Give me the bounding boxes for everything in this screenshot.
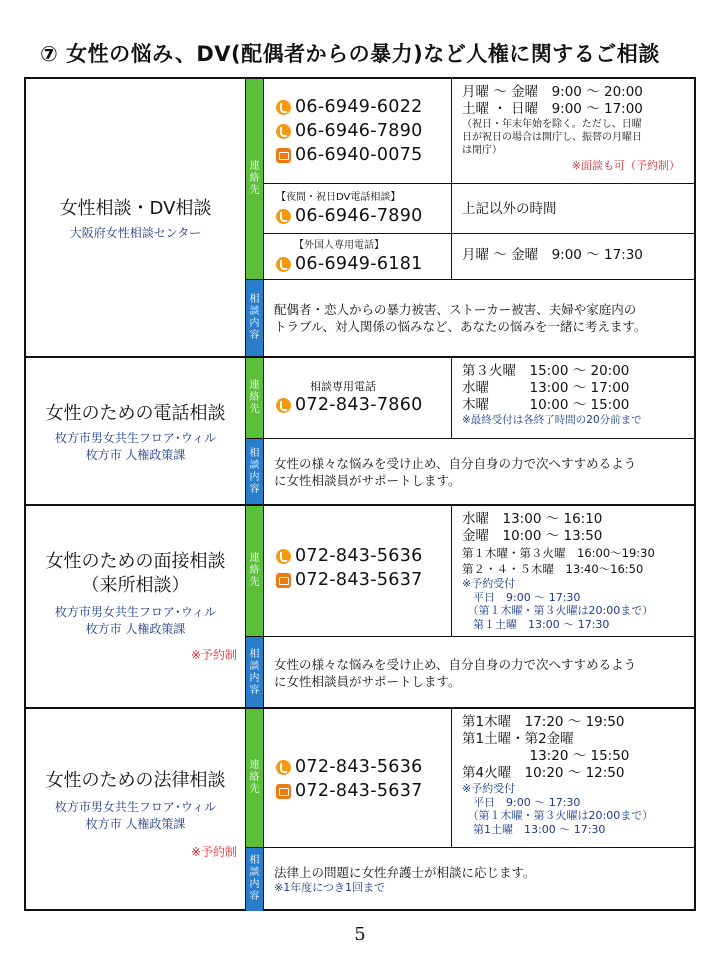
service-title: 女性のための面接相談 bbox=[45, 551, 226, 572]
phone-cell bbox=[264, 709, 452, 847]
hours-line: 13:20 ～ 15:50 bbox=[462, 748, 630, 764]
hours-note: （第１木曜・第３火曜は20:00まで） bbox=[462, 809, 654, 822]
phone-icon bbox=[276, 549, 291, 564]
organization-name: 枚方市 人権政策課 bbox=[85, 448, 186, 462]
organization-name: 枚方市 人権政策課 bbox=[85, 622, 186, 636]
hours-line: 水曜 13:00 ～ 16:10 bbox=[462, 511, 603, 527]
content-label: 相 談 内 容 bbox=[246, 847, 264, 911]
reservation-note: ※面談も可（予約制） bbox=[571, 159, 680, 172]
fax-number[interactable]: 06-6940-0075 bbox=[276, 143, 451, 167]
description-line: 女性の様々な悩みを受け止め、自分自身の力で次へすすめるよう bbox=[274, 456, 637, 471]
reservation-required: ※予約制 bbox=[190, 648, 237, 662]
phone-number[interactable]: 072-843-5636 bbox=[276, 544, 451, 568]
fax-icon bbox=[276, 784, 291, 799]
hours-note: ※最終受付は各終了時間の20分前まで bbox=[462, 414, 642, 426]
description-line: に女性相談員がサポートします。 bbox=[274, 673, 461, 689]
organization-name: 枚方市男女共生フロア･ウィル bbox=[54, 605, 217, 619]
phone-cell bbox=[264, 79, 452, 183]
service-title: 女性のための法律相談 bbox=[45, 770, 226, 791]
section-dv-consultation bbox=[26, 79, 694, 356]
fax-number[interactable]: 072-843-5637 bbox=[276, 779, 451, 803]
hours-note: 第１土曜 13:00 ～ 17:30 bbox=[462, 617, 610, 631]
hours-note: 平日 9:00 ～ 17:30 bbox=[462, 795, 581, 809]
hours-note: 日が祝日の場合は開庁し、振替の月曜日 bbox=[462, 132, 642, 143]
hours-line: 上記以外の時間 bbox=[462, 201, 557, 217]
service-subtitle: （来所相談） bbox=[81, 575, 190, 596]
content-label: 相 談 内 容 bbox=[246, 279, 264, 356]
fax-icon bbox=[276, 148, 291, 163]
content-label: 相 談 内 容 bbox=[246, 438, 264, 506]
hours-cell bbox=[452, 506, 694, 636]
hours-line: 土曜 ・ 日曜 9:00 ～ 17:00 bbox=[462, 101, 643, 117]
hours-line: 金曜 10:00 ～ 13:50 bbox=[462, 528, 603, 544]
organization-name: 枚方市男女共生フロア･ウィル bbox=[54, 800, 217, 814]
phone-number[interactable]: 06-6949-6022 bbox=[276, 95, 451, 119]
content-label: 相 談 内 容 bbox=[246, 636, 264, 709]
section-header bbox=[26, 358, 246, 504]
line-label: 相談専用電話 bbox=[310, 380, 376, 393]
phone-icon bbox=[276, 760, 291, 775]
description-cell bbox=[264, 636, 694, 709]
phone-number[interactable]: 06-6946-7890 bbox=[276, 119, 451, 143]
line-label: 【外国人専用電話】 bbox=[294, 240, 384, 251]
phone-number[interactable]: 06-6949-6181 bbox=[276, 252, 451, 276]
description-line: 配偶者・恋人からの暴力被害、ストーカー被害、夫婦や家庭内の bbox=[274, 301, 637, 317]
consultation-table bbox=[24, 77, 696, 911]
hours-line: 第1土曜・第2金曜 bbox=[462, 731, 574, 747]
phone-cell bbox=[264, 506, 452, 636]
hours-cell bbox=[452, 358, 694, 438]
hours-note: ※予約受付 bbox=[462, 577, 516, 590]
hours-cell bbox=[452, 233, 694, 279]
contact-label: 連 絡 先 bbox=[246, 506, 264, 636]
fax-icon bbox=[276, 573, 291, 588]
hours-note: 平日 9:00 ～ 17:30 bbox=[462, 590, 581, 604]
hours-note: （祝日・年末年始を除く。ただし、日曜 bbox=[462, 119, 642, 130]
organization-name: 枚方市男女共生フロア･ウィル bbox=[54, 431, 217, 445]
section-header bbox=[26, 709, 246, 909]
phone-icon bbox=[276, 100, 291, 115]
service-title: 女性のための電話相談 bbox=[45, 403, 226, 424]
section-legal-consultation bbox=[26, 707, 694, 909]
hours-line: 第1木曜 17:20 ～ 19:50 bbox=[462, 714, 625, 730]
description-cell bbox=[264, 847, 694, 911]
hours-note: （第１木曜・第３火曜は20:00まで） bbox=[462, 604, 654, 617]
description-line: に女性相談員がサポートします。 bbox=[274, 473, 461, 488]
hours-note: は閉庁） bbox=[462, 145, 502, 156]
hours-line: 第２・４・５木曜 13:40～16:50 bbox=[462, 562, 644, 576]
phone-cell bbox=[264, 233, 452, 279]
hours-note: ※予約受付 bbox=[462, 782, 516, 795]
page-title: ⑦ 女性の悩み、DV(配偶者からの暴力)など人権に関するご相談 bbox=[40, 42, 660, 66]
hours-line: 第３火曜 15:00 ～ 20:00 bbox=[462, 363, 630, 379]
phone-icon bbox=[276, 398, 291, 413]
hours-line: 第１木曜・第３火曜 16:00～19:30 bbox=[462, 546, 655, 560]
description-line: トラブル、対人関係の悩みなど、あなたの悩みを一緒に考えます。 bbox=[274, 318, 647, 334]
phone-number[interactable]: 06-6946-7890 bbox=[276, 204, 451, 228]
hours-line: 第4火曜 10:20 ～ 12:50 bbox=[462, 765, 625, 781]
phone-cell bbox=[264, 183, 452, 233]
description-line: 法律上の問題に女性弁護士が相談に応じます。 bbox=[274, 864, 536, 880]
section-header bbox=[26, 79, 246, 356]
hours-line: 月曜 ～ 金曜 9:00 ～ 17:30 bbox=[462, 247, 643, 263]
description-line: 女性の様々な悩みを受け止め、自分自身の力で次へすすめるよう bbox=[274, 656, 637, 672]
service-title: 女性相談・DV相談 bbox=[59, 198, 212, 219]
hours-note: 第1土曜 13:00 ～ 17:30 bbox=[462, 822, 606, 836]
contact-label: 連 絡 先 bbox=[246, 79, 264, 279]
phone-number[interactable]: 072-843-7860 bbox=[276, 393, 451, 417]
reservation-required: ※予約制 bbox=[190, 845, 237, 859]
contact-label: 連 絡 先 bbox=[246, 358, 264, 438]
organization-name: 大阪府女性相談センター bbox=[69, 226, 202, 240]
hours-cell bbox=[452, 709, 694, 847]
phone-cell bbox=[264, 358, 452, 438]
section-header bbox=[26, 506, 246, 707]
page-number: 5 bbox=[354, 924, 366, 945]
fax-number[interactable]: 072-843-5637 bbox=[276, 568, 451, 592]
phone-icon bbox=[276, 257, 291, 272]
hours-cell bbox=[452, 79, 694, 183]
section-phone-consultation bbox=[26, 356, 694, 504]
hours-cell bbox=[452, 183, 694, 233]
description-note: ※1年度につき1回まで bbox=[274, 880, 385, 894]
description-cell bbox=[264, 279, 694, 356]
hours-line: 木曜 10:00 ～ 15:00 bbox=[462, 397, 630, 413]
description-cell bbox=[264, 438, 694, 506]
hours-line: 水曜 13:00 ～ 17:00 bbox=[462, 380, 630, 396]
line-label: 【夜間・祝日DV電話相談】 bbox=[276, 192, 401, 203]
section-interview-consultation bbox=[26, 504, 694, 707]
phone-number[interactable]: 072-843-5636 bbox=[276, 755, 451, 779]
contact-label: 連 絡 先 bbox=[246, 709, 264, 847]
organization-name: 枚方市 人権政策課 bbox=[85, 817, 186, 831]
phone-icon bbox=[276, 209, 291, 224]
hours-line: 月曜 ～ 金曜 9:00 ～ 20:00 bbox=[462, 84, 643, 100]
phone-icon bbox=[276, 124, 291, 139]
